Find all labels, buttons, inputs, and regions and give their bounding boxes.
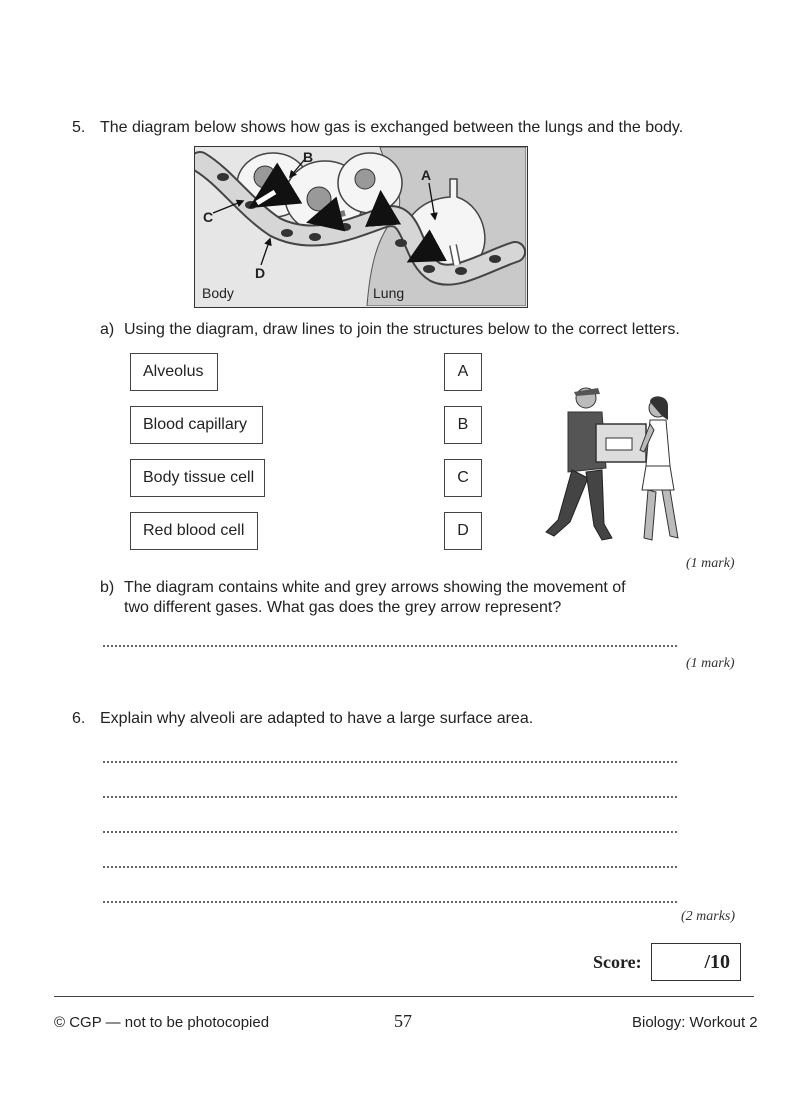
footer-book-title: Biology: Workout 2: [632, 1014, 758, 1031]
diagram-label-b: B: [303, 149, 314, 165]
structure-red-blood-cell-box[interactable]: [130, 512, 258, 550]
q6-answer-line[interactable]: [103, 901, 677, 903]
structure-label: Blood capillary: [143, 416, 248, 433]
diagram-label-a: A: [421, 167, 432, 183]
letter-label: C: [457, 469, 469, 486]
diagram-label-lung: Lung: [373, 285, 405, 301]
q6-answer-line[interactable]: [103, 796, 677, 798]
structure-blood-capillary-box[interactable]: [130, 406, 263, 444]
q6-answer-line[interactable]: [103, 866, 677, 868]
part-a-text: Using the diagram, draw lines to join the structures below to the correct letters.: [124, 321, 680, 338]
structure-label: Red blood cell: [143, 522, 245, 539]
part-b-line-1: The diagram contains white and grey arrows showing the movement of: [124, 579, 626, 596]
letter-b-box[interactable]: [444, 406, 482, 444]
diagram-label-d: D: [255, 265, 266, 281]
question-5-text: The diagram below shows how gas is exchanged between the lungs and the body.: [100, 119, 684, 136]
part-b-letter: b): [100, 579, 115, 596]
letter-label: D: [457, 522, 469, 539]
people-exchanging-gas-illustration: [532, 380, 692, 552]
part-b-line-2: two different gases. What gas does the grey arrow represent?: [124, 599, 562, 616]
letter-label: A: [457, 363, 469, 380]
diagram-label-c: C: [203, 209, 214, 225]
footer-divider: [54, 996, 754, 997]
q6-answer-line[interactable]: [103, 761, 677, 763]
q6-answer-line[interactable]: [103, 831, 677, 833]
part-b-marks: (1 mark): [686, 656, 735, 671]
gas-exchange-illustration: [195, 147, 526, 306]
footer-copyright: © CGP — not to be photocopied: [54, 1014, 270, 1031]
gas-exchange-diagram: [194, 146, 528, 308]
letter-a-box[interactable]: [444, 353, 482, 391]
structure-alveolus-box[interactable]: [130, 353, 218, 391]
structure-label: Alveolus: [143, 363, 204, 380]
question-5-number: 5.: [72, 119, 86, 136]
score-box[interactable]: [651, 943, 741, 981]
question-6-text: Explain why alveoli are adapted to have a large surface area.: [100, 710, 534, 727]
letter-label: B: [457, 416, 469, 433]
part-a-letter: a): [100, 321, 115, 338]
question-6-number: 6.: [72, 710, 86, 727]
score-value: /10: [704, 950, 730, 973]
part-b-answer-line[interactable]: [103, 645, 677, 647]
diagram-label-body: Body: [202, 285, 234, 301]
letter-d-box[interactable]: [444, 512, 482, 550]
score-label: Score:: [593, 952, 642, 972]
page-number: 57: [394, 1011, 412, 1031]
structure-body-tissue-cell-box[interactable]: [130, 459, 265, 497]
q6-marks: (2 marks): [681, 909, 736, 924]
part-a-marks: (1 mark): [686, 556, 735, 571]
structure-label: Body tissue cell: [143, 469, 255, 486]
letter-c-box[interactable]: [444, 459, 482, 497]
